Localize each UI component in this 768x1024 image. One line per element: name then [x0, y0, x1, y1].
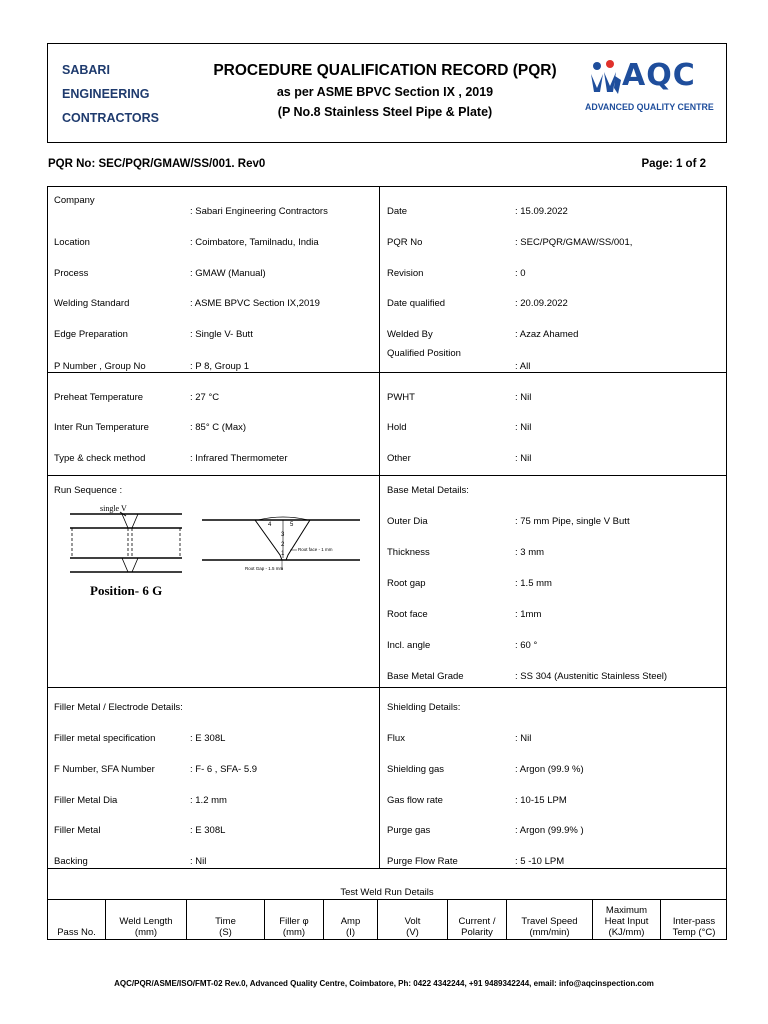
- column-header-amp: [324, 916, 377, 938]
- svg-text:1: 1: [281, 551, 285, 557]
- general-label: Qualified Position: [387, 348, 461, 359]
- column-header-volt: [378, 916, 447, 938]
- divider-general: [47, 372, 727, 373]
- general-value: : Coimbatore, Tamilnadu, India: [190, 237, 319, 248]
- page-number: Page: 1 of 2: [641, 158, 706, 170]
- heat-label: Other: [387, 453, 411, 464]
- column-header-time: [187, 916, 264, 938]
- header-line: Heat Input: [604, 916, 649, 927]
- column-header-travel-speed: [507, 916, 592, 938]
- general-value: : GMAW (Manual): [190, 268, 266, 279]
- base-metal-value: : 1.5 mm: [515, 578, 552, 589]
- header-line: (V): [406, 927, 419, 938]
- heat-value: : 85° C (Max): [190, 422, 247, 433]
- base-metal-label: Root gap: [387, 578, 426, 589]
- shielding-label: Purge gas: [387, 825, 431, 836]
- shielding-title: Shielding Details:: [387, 702, 461, 713]
- general-label: Welding Standard: [54, 298, 130, 309]
- svg-text:5: 5: [290, 522, 294, 528]
- general-value: : 20.09.2022: [515, 298, 568, 309]
- shielding-value: : Argon (99.9 %): [515, 764, 584, 775]
- single-v-joint-sketch: [60, 500, 190, 580]
- header-line: (mm): [134, 927, 158, 938]
- heat-label: Inter Run Temperature: [54, 422, 149, 433]
- base-metal-value: : 3 mm: [515, 547, 545, 558]
- general-label: Process: [54, 268, 89, 279]
- aqc-logo: [585, 56, 718, 116]
- shielding-label: Purge Flow Rate: [387, 856, 458, 867]
- shielding-value: : Argon (99.9% ): [515, 825, 584, 836]
- header-line: (mm/min): [529, 927, 570, 938]
- heat-label: Hold: [387, 422, 407, 433]
- general-value: : All: [515, 361, 531, 372]
- company-name: [62, 58, 172, 130]
- general-value: : P 8, Group 1: [190, 361, 249, 372]
- company-line-3: CONTRACTORS: [62, 111, 159, 125]
- header-line: Polarity: [461, 927, 493, 938]
- filler-value: : Nil: [190, 856, 207, 867]
- heat-label: Type & check method: [54, 453, 146, 464]
- column-header-pass-no: [48, 927, 105, 938]
- general-value: : 15.09.2022: [515, 206, 568, 217]
- column-header-current-polarity: [448, 916, 506, 938]
- root-face-label: Root face - 1 mm: [298, 547, 333, 552]
- column-header-weld-length: [106, 916, 186, 938]
- general-value: : Azaz Ahamed: [515, 329, 579, 340]
- heat-value: : Nil: [515, 422, 532, 433]
- divider-heat: [47, 475, 727, 476]
- general-value: : Single V- Butt: [190, 329, 253, 340]
- header-line: Volt: [404, 916, 421, 927]
- root-gap-label: Root Gap - 1.5 mm: [245, 566, 284, 571]
- weld-pass-sketch: [200, 510, 370, 580]
- header-line: (KJ/mm): [608, 927, 645, 938]
- header-line: Inter-pass: [672, 916, 716, 927]
- header-line: Time: [215, 916, 236, 927]
- company-line-2: ENGINEERING: [62, 87, 150, 101]
- filler-value: : E 308L: [190, 733, 226, 744]
- document-subtitle-standard: as per ASME BPVC Section IX , 2019: [276, 85, 494, 99]
- header-line: Maximum: [605, 905, 648, 916]
- pqr-number: PQR No: SEC/PQR/GMAW/SS/001. Rev0: [48, 158, 266, 170]
- shielding-value: : 10-15 LPM: [515, 795, 567, 806]
- divider-run-title: [47, 899, 727, 900]
- company-line-1: SABARI: [62, 63, 110, 77]
- general-value: : ASME BPVC Section IX,2019: [190, 298, 320, 309]
- logo-text: AQC: [622, 58, 696, 93]
- header-line: Current /: [458, 916, 496, 927]
- column-header-filler: [265, 916, 323, 938]
- welding-position: Position- 6 G: [90, 583, 163, 598]
- base-metal-value: : 75 mm Pipe, single V Butt: [515, 516, 630, 527]
- svg-text:3: 3: [281, 532, 285, 538]
- header-line: (S): [219, 927, 232, 938]
- base-metal-label: Root face: [387, 609, 428, 620]
- shielding-label: Shielding gas: [387, 764, 445, 775]
- filler-value: : F- 6 , SFA- 5.9: [190, 764, 258, 775]
- general-label: Edge Preparation: [54, 329, 128, 340]
- filler-title: Filler Metal / Electrode Details:: [54, 702, 183, 713]
- general-label: Date: [387, 206, 408, 217]
- header-line: Temp (°C): [672, 927, 716, 938]
- header-line: Filler φ: [279, 916, 309, 927]
- document-subtitle-material: (P No.8 Stainless Steel Pipe & Plate): [277, 105, 493, 119]
- shielding-label: Gas flow rate: [387, 795, 443, 806]
- heat-label: PWHT: [387, 392, 415, 403]
- general-label: Date qualified: [387, 298, 446, 309]
- heat-value: : 27 °C: [190, 392, 220, 403]
- base-metal-value: : SS 304 (Austenitic Stainless Steel): [515, 671, 668, 682]
- filler-label: Filler Metal: [54, 825, 101, 836]
- heat-value: : Nil: [515, 453, 532, 464]
- svg-text:4: 4: [268, 522, 272, 528]
- document-title: PROCEDURE QUALIFICATION RECORD (PQR): [213, 62, 557, 79]
- base-metal-label: Thickness: [387, 547, 430, 558]
- filler-value: : 1.2 mm: [190, 795, 227, 806]
- footer: AQC/PQR/ASME/ISO/FMT-02 Rev.0, Advanced Quality Centre, Coimbatore, Ph: 0422 4342244, +91 9489342244, email: info@aqcinspection.com: [114, 979, 654, 988]
- svg-text:2: 2: [281, 542, 285, 548]
- shielding-value: : Nil: [515, 733, 532, 744]
- general-value: : Sabari Engineering Contractors: [190, 206, 328, 217]
- header-line: Weld Length: [119, 916, 173, 927]
- general-label: P Number , Group No: [54, 361, 146, 372]
- divider-base: [47, 687, 727, 688]
- single-v-label: single V: [100, 504, 127, 513]
- shielding-label: Flux: [387, 733, 405, 744]
- filler-value: : E 308L: [190, 825, 226, 836]
- test-weld-title: Test Weld Run Details: [340, 887, 434, 898]
- base-metal-value: : 60 °: [515, 640, 538, 651]
- column-divider: [379, 187, 380, 869]
- run-sequence-title: Run Sequence :: [54, 485, 123, 496]
- heat-label: Preheat Temperature: [54, 392, 144, 403]
- filler-label: Filler Metal Dia: [54, 795, 118, 806]
- column-header-heat-input: [593, 905, 660, 938]
- divider-shielding: [47, 868, 727, 869]
- header-line: (I): [346, 927, 355, 938]
- shielding-value: : 5 -10 LPM: [515, 856, 565, 867]
- base-metal-label: Base Metal Grade: [387, 671, 464, 682]
- header-line: Travel Speed: [521, 916, 578, 927]
- general-value: : 0: [515, 268, 526, 279]
- base-metal-label: Outer Dia: [387, 516, 428, 527]
- general-value: : SEC/PQR/GMAW/SS/001,: [515, 237, 633, 248]
- general-label: Welded By: [387, 329, 433, 340]
- people-logo-icon: [588, 58, 624, 102]
- column-header-interpass-temp: [661, 916, 727, 938]
- filler-label: Filler metal specification: [54, 733, 156, 744]
- general-label: Company: [54, 195, 95, 206]
- base-metal-title: Base Metal Details:: [387, 485, 469, 496]
- base-metal-label: Incl. angle: [387, 640, 431, 651]
- header-line: (mm): [282, 927, 306, 938]
- general-label: Location: [54, 237, 90, 248]
- filler-label: F Number, SFA Number: [54, 764, 155, 775]
- filler-label: Backing: [54, 856, 88, 867]
- heat-value: : Infrared Thermometer: [190, 453, 288, 464]
- logo-subtext: ADVANCED QUALITY CENTRE: [585, 102, 714, 112]
- general-label: PQR No: [387, 237, 423, 248]
- base-metal-value: : 1mm: [515, 609, 542, 620]
- general-label: Revision: [387, 268, 424, 279]
- title-block: [200, 60, 570, 122]
- header-line: Pass No.: [57, 927, 96, 938]
- heat-value: : Nil: [515, 392, 532, 403]
- header-line: Amp: [340, 916, 361, 927]
